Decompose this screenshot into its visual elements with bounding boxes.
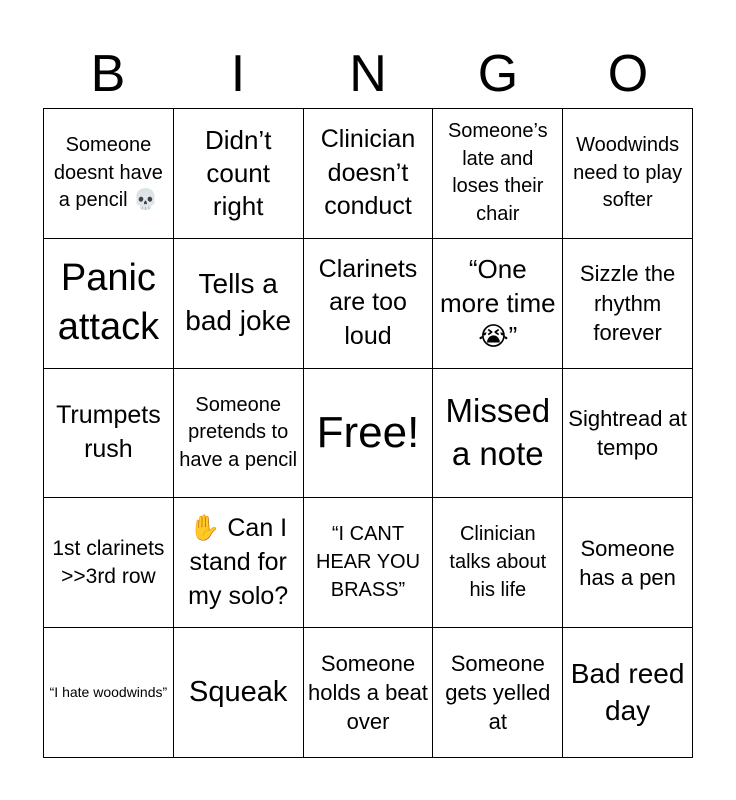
bingo-cell[interactable]: Someone gets yelled at bbox=[433, 628, 563, 758]
bingo-cell[interactable]: Someone has a pen bbox=[563, 498, 693, 628]
header-letter-b: B bbox=[90, 45, 126, 103]
header-letter-n: N bbox=[349, 45, 387, 103]
bingo-cell[interactable]: ✋ Can I stand for my solo? bbox=[174, 498, 304, 628]
header-letter-o: O bbox=[607, 45, 649, 103]
bingo-cell[interactable]: 1st clarinets >>3rd row bbox=[44, 498, 174, 628]
bingo-cell[interactable]: “I CANT HEAR YOU BRASS” bbox=[304, 498, 434, 628]
bingo-cell[interactable]: Trumpets rush bbox=[44, 369, 174, 499]
bingo-cell[interactable]: Tells a bad joke bbox=[174, 239, 304, 369]
bingo-cell[interactable]: Someone pretends to have a pencil bbox=[174, 369, 304, 499]
bingo-cell[interactable]: Clarinets are too loud bbox=[304, 239, 434, 369]
bingo-cell[interactable]: Sightread at tempo bbox=[563, 369, 693, 499]
bingo-grid bbox=[43, 108, 693, 758]
bingo-cell[interactable]: Missed a note bbox=[433, 369, 563, 499]
bingo-header bbox=[43, 40, 693, 108]
bingo-cell[interactable]: Sizzle the rhythm forever bbox=[563, 239, 693, 369]
bingo-cell[interactable]: Someone holds a beat over bbox=[304, 628, 434, 758]
header-letter-g: G bbox=[477, 45, 519, 103]
bingo-cell[interactable]: Didn’t count right bbox=[174, 109, 304, 239]
bingo-cell[interactable]: Clinician talks about his life bbox=[433, 498, 563, 628]
bingo-cell[interactable]: Bad reed day bbox=[563, 628, 693, 758]
bingo-cell[interactable]: Woodwinds need to play softer bbox=[563, 109, 693, 239]
bingo-cell[interactable]: “One more time 😭” bbox=[433, 239, 563, 369]
bingo-cell[interactable]: Panic attack bbox=[44, 239, 174, 369]
bingo-cell[interactable]: “I hate woodwinds” bbox=[44, 628, 174, 758]
header-letter-i: I bbox=[230, 45, 246, 103]
bingo-cell[interactable]: Squeak bbox=[174, 628, 304, 758]
bingo-cell[interactable]: Someone doesnt have a pencil 💀 bbox=[44, 109, 174, 239]
bingo-cell[interactable]: Clinician doesn’t conduct bbox=[304, 109, 434, 239]
bingo-cell[interactable]: Someone’s late and loses their chair bbox=[433, 109, 563, 239]
free-space-cell[interactable]: Free! bbox=[304, 369, 434, 499]
